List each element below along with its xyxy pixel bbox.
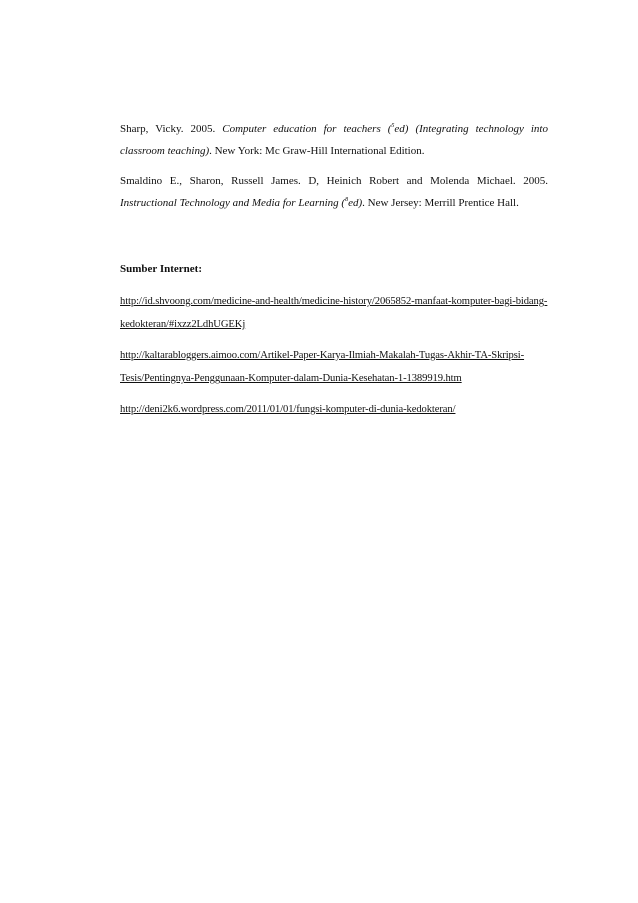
reference-entry-sharp [120, 118, 548, 162]
edition-superscript: 5 [391, 123, 395, 129]
list-item [120, 290, 548, 336]
link-kaltarabloggers[interactable]: http://kaltarabloggers.aimoo.com/Artikel-Paper-Karya-Ilmiah-Makalah-Tugas-Akhir-TA-Skripsi-Tesis/Pentingnya-Penggunaan-Komputer-dalam-Dunia-Kesehatan-1-1389919.htm [120, 350, 525, 384]
link-deni2k6[interactable]: http://deni2k6.wordpress.com/2011/01/01/fungsi-komputer-di-dunia-kedokteran/ [120, 404, 456, 415]
list-item [120, 398, 548, 421]
reference-publisher: . New Jersey: Merrill Prentice Hall. [362, 197, 519, 209]
link-shvoong[interactable]: http://id.shvoong.com/medicine-and-health/medicine-history/2065852-manfaat-komputer-bagi-bidang-kedokteran/#ixzz2LdhUGEKj [120, 296, 548, 330]
reference-title: Instructional Technology and Media for Learning ($^8$ed) [120, 197, 363, 209]
reference-publisher: . New York: Mc Graw-Hill International Edition. [209, 145, 425, 157]
reference-author-year: Smaldino E., Sharon, Russell James. D, Heinich Robert and Molenda Michael. 2005. [120, 175, 548, 187]
list-item [120, 344, 548, 390]
section-heading-internet-sources: Sumber Internet: [120, 263, 202, 275]
internet-links-list [120, 290, 548, 421]
reference-entry-smaldino [120, 170, 548, 214]
bibliography-content [120, 118, 548, 421]
edition-superscript: 8 [345, 197, 349, 203]
reference-author-year: Sharp, Vicky. 2005. [120, 123, 223, 135]
reference-title: Computer education for teachers ($^5$ed) (Integrating technology into classroom teaching) [120, 123, 548, 157]
